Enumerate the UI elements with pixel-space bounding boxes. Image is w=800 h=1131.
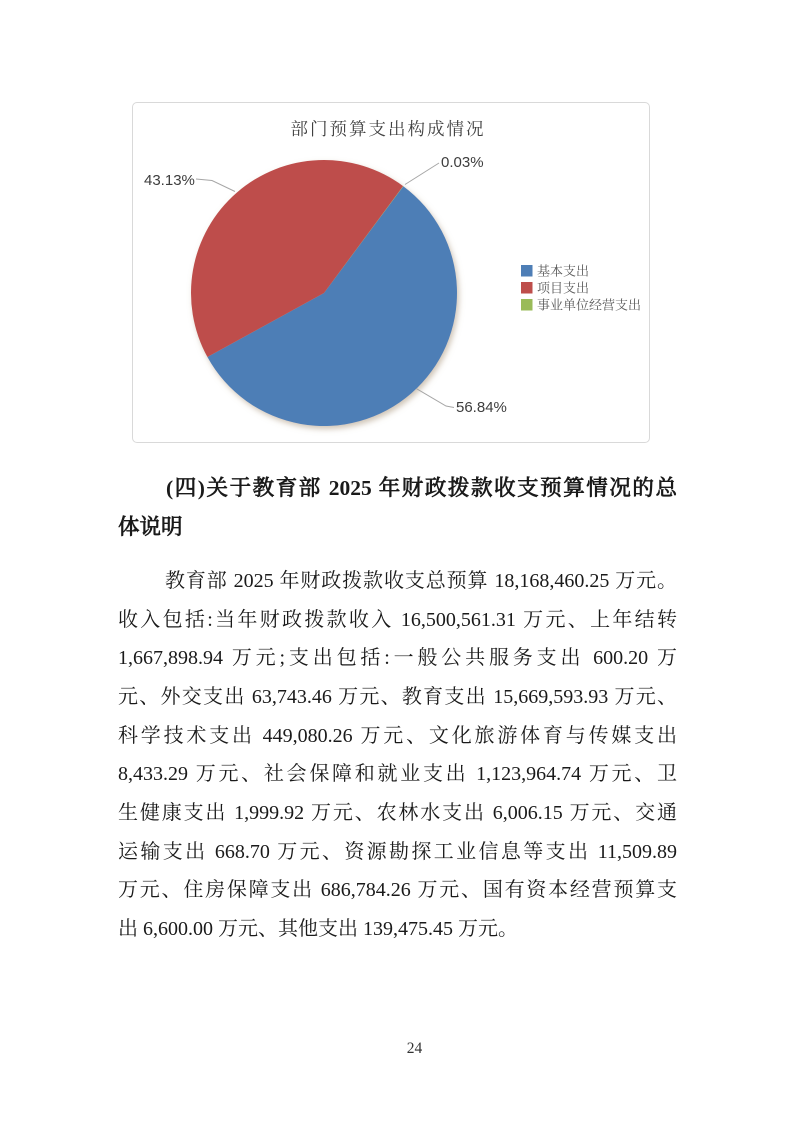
paragraph-line: 元、外交支出 63,743.46 万元、教育支出 15,669,593.93 万元、 (118, 685, 677, 708)
paragraph-line: 万元、住房保障支出 686,784.26 万元、国有资本经营预算支 (118, 879, 677, 902)
legend-label-basic-expenditure: 基本支出 (537, 263, 590, 279)
section-heading (118, 469, 677, 546)
legend-swatch-project-expenditure (521, 282, 533, 294)
paragraph-line: 8,433.29 万元、社会保障和就业支出 1,123,964.74 万元、卫 (118, 763, 677, 786)
data-label-basic-share: 56.84% (456, 399, 507, 416)
legend-swatch-basic-expenditure (521, 265, 533, 277)
page-number: 24 (406, 1040, 423, 1057)
leader-line-43-13 (196, 179, 235, 192)
legend-swatch-business-operation-expenditure (521, 299, 533, 311)
paragraph-line: 生健康支出 1,999.92 万元、农林水支出 6,006.15 万元、交通 (118, 802, 677, 824)
paragraph-line: 科学技术支出 449,080.26 万元、文化旅游体育与传媒支出 (118, 724, 677, 747)
data-label-project-share: 43.13% (144, 172, 195, 189)
pie-chart-frame (132, 102, 650, 443)
section-heading-line-2: 体说明 (118, 514, 183, 539)
section-heading-line-1: (四)关于教育部 2025 年财政拨款收支预算情况的总 (166, 476, 677, 500)
pie-chart (133, 103, 649, 442)
paragraph (118, 562, 677, 949)
leader-line-0-03 (405, 163, 439, 185)
paragraph-line: 1,667,898.94 万元;支出包括:一般公共服务支出 600.20 万 (118, 647, 677, 670)
paragraph-line: 收入包括:当年财政拨款收入 16,500,561.31 万元、上年结转 (118, 608, 677, 631)
legend-label-business-operation-expenditure: 事业单位经营支出 (537, 297, 642, 313)
legend-label-project-expenditure: 项目支出 (537, 280, 590, 296)
pie (191, 160, 457, 426)
paragraph-line: 运输支出 668.70 万元、资源勘探工业信息等支出 11,509.89 (118, 840, 677, 863)
paragraph-line: 教育部 2025 年财政拨款收支总预算 18,168,460.25 万元。 (165, 569, 677, 592)
chart-legend (521, 264, 641, 313)
chart-title: 部门预算支出构成情况 (290, 119, 486, 139)
leader-line-56-84 (416, 389, 454, 408)
data-label-business-share: 0.03% (441, 154, 484, 171)
paragraph-line: 出 6,600.00 万元、其他支出 139,475.45 万元。 (118, 918, 518, 941)
text-content (118, 469, 677, 949)
